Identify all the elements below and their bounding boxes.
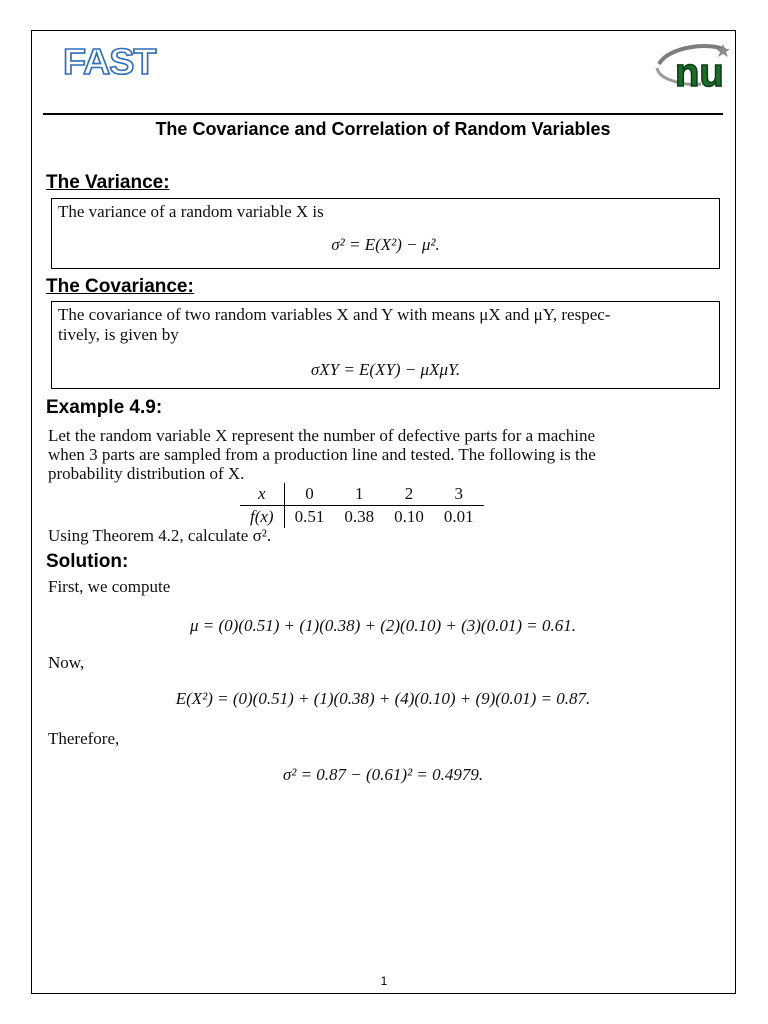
fx-value: 0.10 bbox=[394, 507, 424, 526]
fx-value: 0.51 bbox=[294, 507, 325, 526]
solution-mean-equation: μ = (0)(0.51) + (1)(0.38) + (2)(0.10) + (3)(0.01) = 0.61. bbox=[190, 616, 576, 635]
variance-heading: The Variance: bbox=[46, 172, 170, 193]
solution-step-3-text: Therefore, bbox=[48, 729, 120, 748]
x-value: 2 bbox=[384, 483, 434, 506]
probability-distribution-table bbox=[240, 483, 484, 528]
variance-formula: σ² = E(X²) − μ². bbox=[331, 235, 440, 254]
covariance-text-line-1: The covariance of two random variables X and Y with means μX and μY, respec- bbox=[58, 305, 611, 324]
example-question: Using Theorem 4.2, calculate σ². bbox=[48, 526, 272, 545]
fx-label: f(x) bbox=[240, 506, 284, 529]
variance-definition-box bbox=[51, 198, 720, 269]
table-row bbox=[240, 483, 484, 506]
x-value: 0 bbox=[284, 483, 334, 506]
fx-value: 0.01 bbox=[443, 507, 474, 526]
covariance-formula: σXY = E(XY) − μXμY. bbox=[310, 360, 461, 379]
document-title: The Covariance and Correlation of Random Variables bbox=[155, 119, 611, 139]
fast-logo: FAST bbox=[63, 41, 156, 82]
x-label: x bbox=[240, 483, 284, 506]
solution-heading: Solution: bbox=[46, 551, 129, 572]
page-number: 1 bbox=[380, 974, 388, 988]
covariance-text-line-2: tively, is given by bbox=[58, 325, 179, 344]
covariance-heading: The Covariance: bbox=[46, 276, 194, 297]
example-line-2: when 3 parts are sampled from a production line and tested. The following is the bbox=[48, 445, 596, 464]
nu-logo bbox=[655, 40, 745, 96]
variance-text: The variance of a random variable X is bbox=[58, 202, 324, 221]
solution-second-moment-equation: E(X²) = (0)(0.51) + (1)(0.38) + (4)(0.10) + (9)(0.01) = 0.87. bbox=[175, 689, 591, 708]
solution-step-2-text: Now, bbox=[48, 653, 85, 672]
fx-value: 0.38 bbox=[344, 507, 375, 526]
svg-text:nu: nu bbox=[675, 51, 724, 95]
table-row bbox=[240, 506, 484, 529]
header-rule bbox=[43, 113, 723, 115]
solution-variance-equation: σ² = 0.87 − (0.61)² = 0.4979. bbox=[282, 765, 484, 784]
solution-step-1-text: First, we compute bbox=[48, 577, 171, 596]
x-value: 3 bbox=[434, 483, 484, 506]
example-line-3: probability distribution of X. bbox=[48, 464, 245, 483]
x-value: 1 bbox=[334, 483, 384, 506]
example-heading: Example 4.9: bbox=[46, 397, 163, 418]
covariance-definition-box bbox=[51, 301, 720, 389]
example-line-1: Let the random variable X represent the number of defective parts for a machine bbox=[48, 426, 596, 445]
